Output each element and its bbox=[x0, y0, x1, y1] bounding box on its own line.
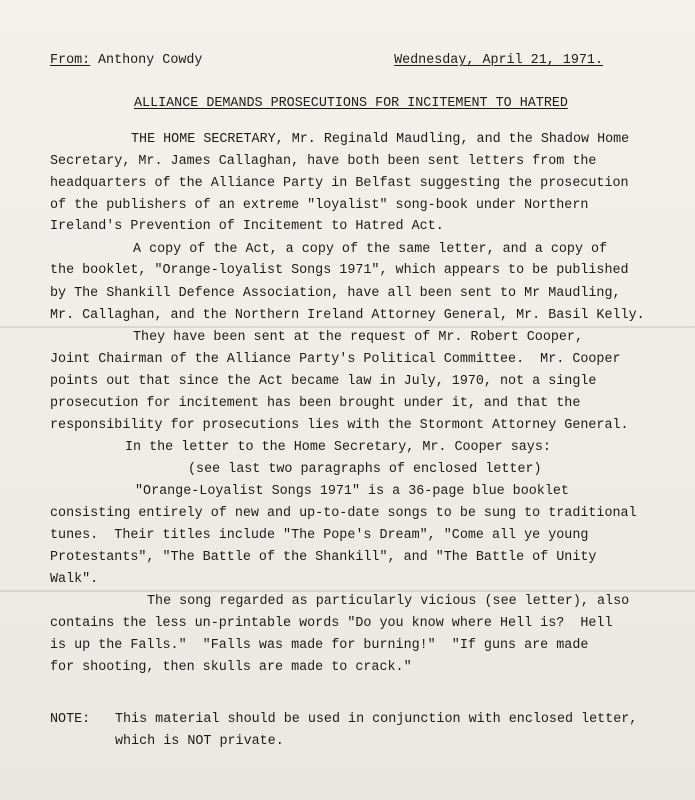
note-text: This material should be used in conjunction with enclosed letter, bbox=[115, 712, 638, 727]
paper-fold-line bbox=[0, 590, 695, 592]
body-line: Walk". bbox=[50, 572, 99, 587]
letter-date: Wednesday, April 21, 1971. bbox=[394, 53, 603, 68]
from-label: From: bbox=[50, 53, 91, 68]
body-line: by The Shankill Defence Association, have all been sent to Mr Maudling, bbox=[50, 286, 621, 301]
body-line: prosecution for incitement has been brought under it, and that the bbox=[50, 396, 581, 411]
body-line: for shooting, then skulls are made to crack." bbox=[50, 660, 412, 675]
body-line: They have been sent at the request of Mr. Robert Cooper, bbox=[133, 330, 583, 345]
body-line: headquarters of the Alliance Party in Belfast suggesting the prosecution bbox=[50, 176, 629, 191]
body-line: THE HOME SECRETARY, Mr. Reginald Maudling, and the Shadow Home bbox=[131, 132, 630, 147]
body-line: of the publishers of an extreme "loyalist" song-book under Northern bbox=[50, 198, 589, 213]
body-line: (see last two paragraphs of enclosed letter) bbox=[188, 462, 542, 477]
body-line: tunes. Their titles include "The Pope's Dream", "Come all ye young bbox=[50, 528, 589, 543]
body-line: Ireland's Prevention of Incitement to Hatred Act. bbox=[50, 219, 444, 234]
body-line: Mr. Callaghan, and the Northern Ireland Attorney General, Mr. Basil Kelly. bbox=[50, 308, 645, 323]
body-line: the booklet, "Orange-loyalist Songs 1971", which appears to be published bbox=[50, 263, 629, 278]
body-line: points out that since the Act became law in July, 1970, not a single bbox=[50, 374, 597, 389]
note-text: which is NOT private. bbox=[115, 734, 284, 749]
body-line: Secretary, Mr. James Callaghan, have both been sent letters from the bbox=[50, 154, 597, 169]
note-label: NOTE: bbox=[50, 712, 91, 727]
body-line: In the letter to the Home Secretary, Mr. Cooper says: bbox=[125, 440, 551, 455]
body-line: Joint Chairman of the Alliance Party's Political Committee. Mr. Cooper bbox=[50, 352, 621, 367]
body-line: A copy of the Act, a copy of the same letter, and a copy of bbox=[133, 242, 608, 257]
from-name: Anthony Cowdy bbox=[98, 53, 203, 68]
body-line: responsibility for prosecutions lies with the Stormont Attorney General. bbox=[50, 418, 629, 433]
body-line: is up the Falls." "Falls was made for burning!" "If guns are made bbox=[50, 638, 589, 653]
body-line: "Orange-Loyalist Songs 1971" is a 36-page blue booklet bbox=[135, 484, 569, 499]
body-line: The song regarded as particularly vicious (see letter), also bbox=[147, 594, 630, 609]
paper-fold-line bbox=[0, 326, 695, 328]
document-title: ALLIANCE DEMANDS PROSECUTIONS FOR INCITEMENT TO HATRED bbox=[134, 96, 568, 111]
body-line: contains the less un-printable words "Do you know where Hell is? Hell bbox=[50, 616, 613, 631]
body-line: Protestants", "The Battle of the Shankill", and "The Battle of Unity bbox=[50, 550, 597, 565]
body-line: consisting entirely of new and up-to-date songs to be sung to traditional bbox=[50, 506, 637, 521]
